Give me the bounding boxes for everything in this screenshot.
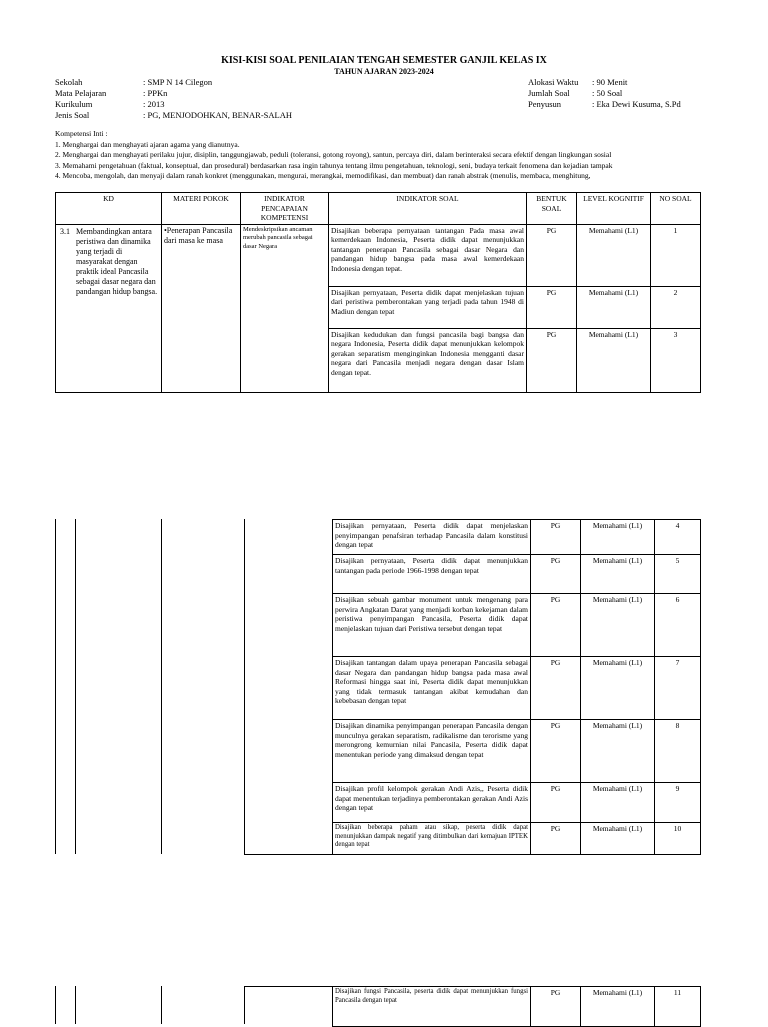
info-label: Penyusun xyxy=(528,99,562,109)
info-row xyxy=(55,99,292,110)
table-row xyxy=(333,720,701,783)
header-bentuk: BENTUK SOAL xyxy=(527,193,577,225)
indikator-cell: Disajikan pernyataan, Peserta didik dapat menunjukkan tantangan pada periode 1966-1998 dengan tepat xyxy=(333,555,531,594)
kisi-table-page3 xyxy=(332,986,701,1027)
info-label: Sekolah xyxy=(55,77,83,87)
table-row xyxy=(333,520,701,555)
column-line xyxy=(244,519,245,854)
bentuk-cell: PG xyxy=(527,286,577,328)
indikator-cell: Disajikan beberapa paham atau sikap, peserta didik dapat menunjukkan dampak negatif yang ditimbulkan dari kemajuan IPTEK dengan tepat xyxy=(333,823,531,855)
bentuk-cell: PG xyxy=(531,657,581,720)
level-cell: Memahami (L1) xyxy=(581,520,655,555)
no-cell: 6 xyxy=(655,594,701,657)
table-row xyxy=(333,594,701,657)
column-line xyxy=(55,519,56,854)
header-kd: KD xyxy=(56,193,162,225)
column-line xyxy=(55,986,56,1024)
table-row xyxy=(333,555,701,594)
level-cell: Memahami (L1) xyxy=(581,823,655,855)
ipk-cell: Mendeskripsikan ancaman merubah pancasila sebagai dasar Negara xyxy=(241,224,329,392)
info-row xyxy=(55,110,292,121)
table-row xyxy=(333,987,701,1027)
header-materi: MATERI POKOK xyxy=(162,193,241,225)
materi-cell: •Penerapan Pancasila dari masa ke masa xyxy=(162,224,241,392)
no-cell: 5 xyxy=(655,555,701,594)
column-line xyxy=(75,519,76,854)
level-cell: Memahami (L1) xyxy=(581,657,655,720)
kompetensi-inti xyxy=(55,129,715,182)
info-label: Kurikulum xyxy=(55,99,93,109)
kd-cell xyxy=(56,224,162,392)
table-row xyxy=(56,224,701,286)
info-label: Alokasi Waktu xyxy=(528,77,579,87)
level-cell: Memahami (L1) xyxy=(577,224,651,286)
table-row xyxy=(333,783,701,823)
ki-item: 2. Menghargai dan menghayati perilaku jujur, disiplin, tanggungjawab, peduli (toleransi, gotong royong), santun, percaya diri, dalam berinteraksi secara efektif dengan lingkungan sosial xyxy=(55,150,612,159)
bentuk-cell: PG xyxy=(531,987,581,1027)
table-header-row xyxy=(56,193,701,225)
document-subtitle: TAHUN AJARAN 2023-2024 xyxy=(334,67,434,76)
info-right xyxy=(528,77,681,110)
level-cell: Memahami (L1) xyxy=(581,594,655,657)
level-cell: Memahami (L1) xyxy=(581,987,655,1027)
table-row xyxy=(333,657,701,720)
info-row xyxy=(55,88,292,99)
bentuk-cell: PG xyxy=(527,224,577,286)
info-value: : 90 Menit xyxy=(592,77,628,87)
indikator-cell: Disajikan profil kelompok gerakan Andi Azis,, Peserta didik dapat menentukan terjadinya pemberontakan gerakan Andi Azis dengan tepat xyxy=(333,783,531,823)
ki-item: 1. Menghargai dan menghayati ajaran agama yang dianutnya. xyxy=(55,139,240,149)
level-cell: Memahami (L1) xyxy=(577,328,651,392)
header-level: LEVEL KOGNITIF xyxy=(577,193,651,225)
bentuk-cell: PG xyxy=(531,520,581,555)
no-cell: 2 xyxy=(651,286,701,328)
header-indikator: INDIKATOR SOAL xyxy=(329,193,527,225)
indikator-cell: Disajikan pernyataan, Peserta didik dapat menjelaskan penyimpangan penafsiran terhadap Pancasila dalam konstitusi dengan tepat xyxy=(333,520,531,555)
info-row xyxy=(528,77,681,88)
column-line xyxy=(244,986,245,1024)
indikator-cell: Disajikan kedudukan dan fungsi pancasila bagi bangsa dan negara Indonesia, Peserta didik dapat menunjukkan kelompok gerakan separatism menginginkan Indonesia mengganti dasar negara dari Pancasila menjadi negara dengan dasar Islam dengan tepat. xyxy=(329,328,527,392)
ki-item: 3. Memahami pengetahuan (faktual, konseptual, dan prosedural) berdasarkan rasa ingin tahunya tentang ilmu pengetahuan, teknologi, seni, budaya terkait fenomena dan kejadian tampak xyxy=(55,160,613,170)
info-label: Jenis Soal xyxy=(55,110,90,120)
column-line xyxy=(161,986,162,1024)
info-label: Mata Pelajaran xyxy=(55,88,107,98)
no-cell: 3 xyxy=(651,328,701,392)
level-cell: Memahami (L1) xyxy=(581,555,655,594)
info-value: : PPKn xyxy=(143,88,168,98)
bentuk-cell: PG xyxy=(531,783,581,823)
no-cell: 7 xyxy=(655,657,701,720)
header-ipk: INDIKATOR PENCAPAIAN KOMPETENSI xyxy=(241,193,329,225)
bentuk-cell: PG xyxy=(527,328,577,392)
level-cell: Memahami (L1) xyxy=(581,783,655,823)
indikator-cell: Disajikan pernyataan, Peserta didik dapat menjelaskan tujuan dari peristiwa pemberontakan yang terjadi pada tahun 1948 di Madiun dengan tepat xyxy=(329,286,527,328)
info-value: : SMP N 14 Cilegon xyxy=(143,77,213,87)
indikator-cell: Disajikan dinamika penyimpangan penerapan Pancasila dengan munculnya gerakan separatism, radikalisme dan terorisme yang merongrong kemurnian nilai Pancasila, Peserta didik dapat menentukan periode yang dimaksud dengan tepat xyxy=(333,720,531,783)
no-cell: 8 xyxy=(655,720,701,783)
indikator-cell: Disajikan fungsi Pancasila, peserta didik dapat menunjukkan fungsi Pancasila dengan tepat xyxy=(333,987,531,1027)
info-row xyxy=(528,99,681,110)
no-cell: 10 xyxy=(655,823,701,855)
indikator-cell: Disajikan beberapa pernyataan tantangan Pada masa awal kemerdekaan Indonesia, Peserta didik dapat menunjukkan tantangan penerapan Pancasila sebagai dasar Negara dan pandangan hidup bangsa pada masa awal kemerdekaan Indonesia dengan tepat. xyxy=(329,224,527,286)
indikator-cell: Disajikan tantangan dalam upaya penerapan Pancasila sebagai dasar Negara dan pandangan hidup bangsa pada masa awal Reformasi hingga saat ini, Peserta didik dapat menunjukkan yang tidak termasuk tantangan akibat kemudahan dan kebebasan dengan tepat xyxy=(333,657,531,720)
info-left xyxy=(55,77,292,121)
document-title: KISI-KISI SOAL PENILAIAN TENGAH SEMESTER GANJIL KELAS IX xyxy=(221,55,547,66)
ki-heading: Kompetensi Inti : xyxy=(55,129,108,138)
info-value: : 50 Soal xyxy=(592,88,623,98)
kd-number: 3.1 xyxy=(60,226,70,236)
info-value: : Eka Dewi Kusuma, S.Pd xyxy=(592,99,681,109)
bentuk-cell: PG xyxy=(531,594,581,657)
column-line xyxy=(161,519,162,854)
info-row xyxy=(55,77,292,88)
kisi-table-page2 xyxy=(332,519,701,855)
table-row xyxy=(333,823,701,855)
info-row xyxy=(528,88,681,99)
kd-text: Membandingkan antara peristiwa dan dinamika yang terjadi di masyarakat dengan praktik ideal Pancasila sebagai dasar negara dan pandangan hidup bangsa. xyxy=(76,226,158,296)
no-cell: 11 xyxy=(655,987,701,1027)
indikator-cell: Disajikan sebuah gambar monument untuk mengenang para perwira Angkatan Darat yang menjadi korban kekejaman dalam peristiwa penyimpangan Pancasila, Peserta didik dapat menjelaskan tujuan dari Peristiwa tersebut dengan tepat xyxy=(333,594,531,657)
row-line xyxy=(244,854,332,855)
ki-item: 4. Mencoba, mengolah, dan menyaji dalam ranah konkret (menggunakan, mengurai, merangkai, memodifikasi, dan membuat) dan ranah abstrak (menulis, membaca, menghitung, xyxy=(55,171,591,180)
info-value: : 2013 xyxy=(143,99,165,109)
level-cell: Memahami (L1) xyxy=(577,286,651,328)
bentuk-cell: PG xyxy=(531,720,581,783)
no-cell: 9 xyxy=(655,783,701,823)
no-cell: 4 xyxy=(655,520,701,555)
info-label: Jumlah Soal xyxy=(528,88,570,98)
kisi-table-page1 xyxy=(55,192,701,393)
no-cell: 1 xyxy=(651,224,701,286)
level-cell: Memahami (L1) xyxy=(581,720,655,783)
info-value: : PG, MENJODOHKAN, BENAR-SALAH xyxy=(143,110,292,120)
bentuk-cell: PG xyxy=(531,555,581,594)
bentuk-cell: PG xyxy=(531,823,581,855)
column-line xyxy=(75,986,76,1024)
header-no: NO SOAL xyxy=(651,193,701,225)
row-line xyxy=(244,986,332,987)
